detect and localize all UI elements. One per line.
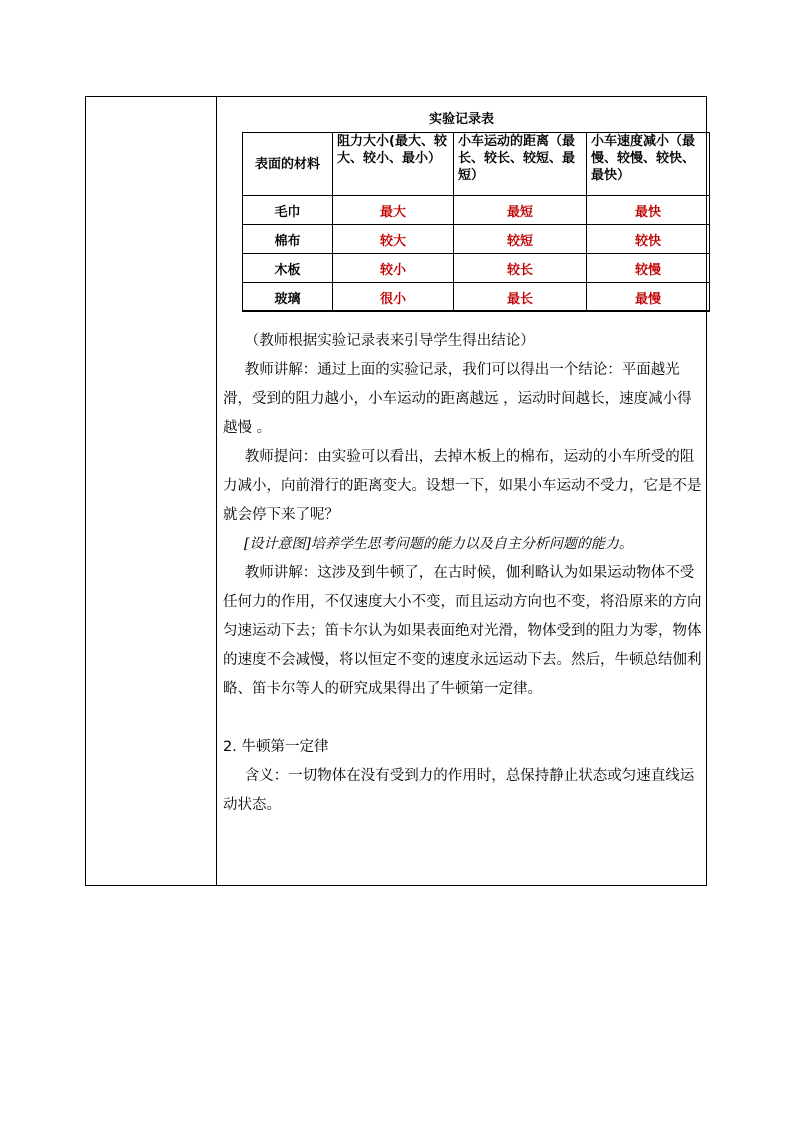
resistance-cell: 较大 [333,225,454,254]
resistance-cell: 较小 [333,254,454,283]
paragraph-history: 教师讲解：这涉及到牛顿了，在古时候，伽利略认为如果运动物体不受任何力的作用，不仅速度大小不变，而且运动方向也不变，将沿原来的方向匀速运动下去；笛卡尔认为如果表面绝对光滑，物体受到的阻力为零，物体的速度不会减慢，将以恒定不变的速度永远运动下去。然后，牛顿总结伽利略、笛卡尔等人的研究成果得出了牛顿第一定律。 [223,565,702,697]
header-speed-decrease: 小车速度减小（最慢、较慢、较快、最快） [587,133,710,196]
blank-line [223,704,703,733]
material-cell: 玻璃 [243,283,333,312]
header-distance: 小车运动的距离（最长、较长、较短、最短） [454,133,587,196]
table-row [243,254,710,283]
header-material: 表面的材料 [243,133,333,196]
speed-cell: 最快 [587,196,710,225]
speed-cell: 较快 [587,225,710,254]
paragraph-guide: （教师根据实验记录表来引导学生得出结论） [244,333,535,349]
paragraph-design-intent: [设计意图]培养学生思考问题的能力以及自主分析问题的能力。 [244,536,633,552]
resistance-cell: 最大 [333,196,454,225]
table-bottom-border [242,310,710,312]
paragraph-teacher-explain: 教师讲解：通过上面的实验记录，我们可以得出一个结论：平面越光滑，受到的阻力越小，小车运动的距离越远 ，运动时间越长，速度减小得越慢 。 [223,362,692,436]
lesson-table [85,96,707,886]
distance-cell: 最短 [454,196,587,225]
material-cell: 棉布 [243,225,333,254]
experiment-record-table [242,132,710,312]
speed-cell: 最慢 [587,283,710,312]
right-column [217,97,706,885]
paragraph-teacher-question: 教师提问：由实验可以看出，去掉木板上的棉布，运动的小车所受的阻力减小，向前滑行的距离变大。设想一下，如果小车运动不受力，它是不是就会停下来了呢？ [223,449,702,523]
section-heading: 2. 牛顿第一定律 [223,739,329,755]
distance-cell: 较长 [454,254,587,283]
distance-cell: 最长 [454,283,587,312]
speed-cell: 较慢 [587,254,710,283]
paragraph-definition: 含义：一切物体在没有受到力的作用时，总保持静止状态或匀速直线运动状态。 [223,768,695,813]
table-row [243,283,710,312]
material-cell: 毛巾 [243,196,333,225]
table-row [243,225,710,254]
left-column [86,97,217,885]
lesson-text [223,327,703,820]
table-row [243,196,710,225]
distance-cell: 较短 [454,225,587,254]
record-table-title: 实验记录表 [428,112,494,127]
table-header-row [243,133,710,196]
material-cell: 木板 [243,254,333,283]
resistance-cell: 很小 [333,283,454,312]
header-resistance: 阻力大小(最大、较大、较小、最小） [333,133,454,196]
